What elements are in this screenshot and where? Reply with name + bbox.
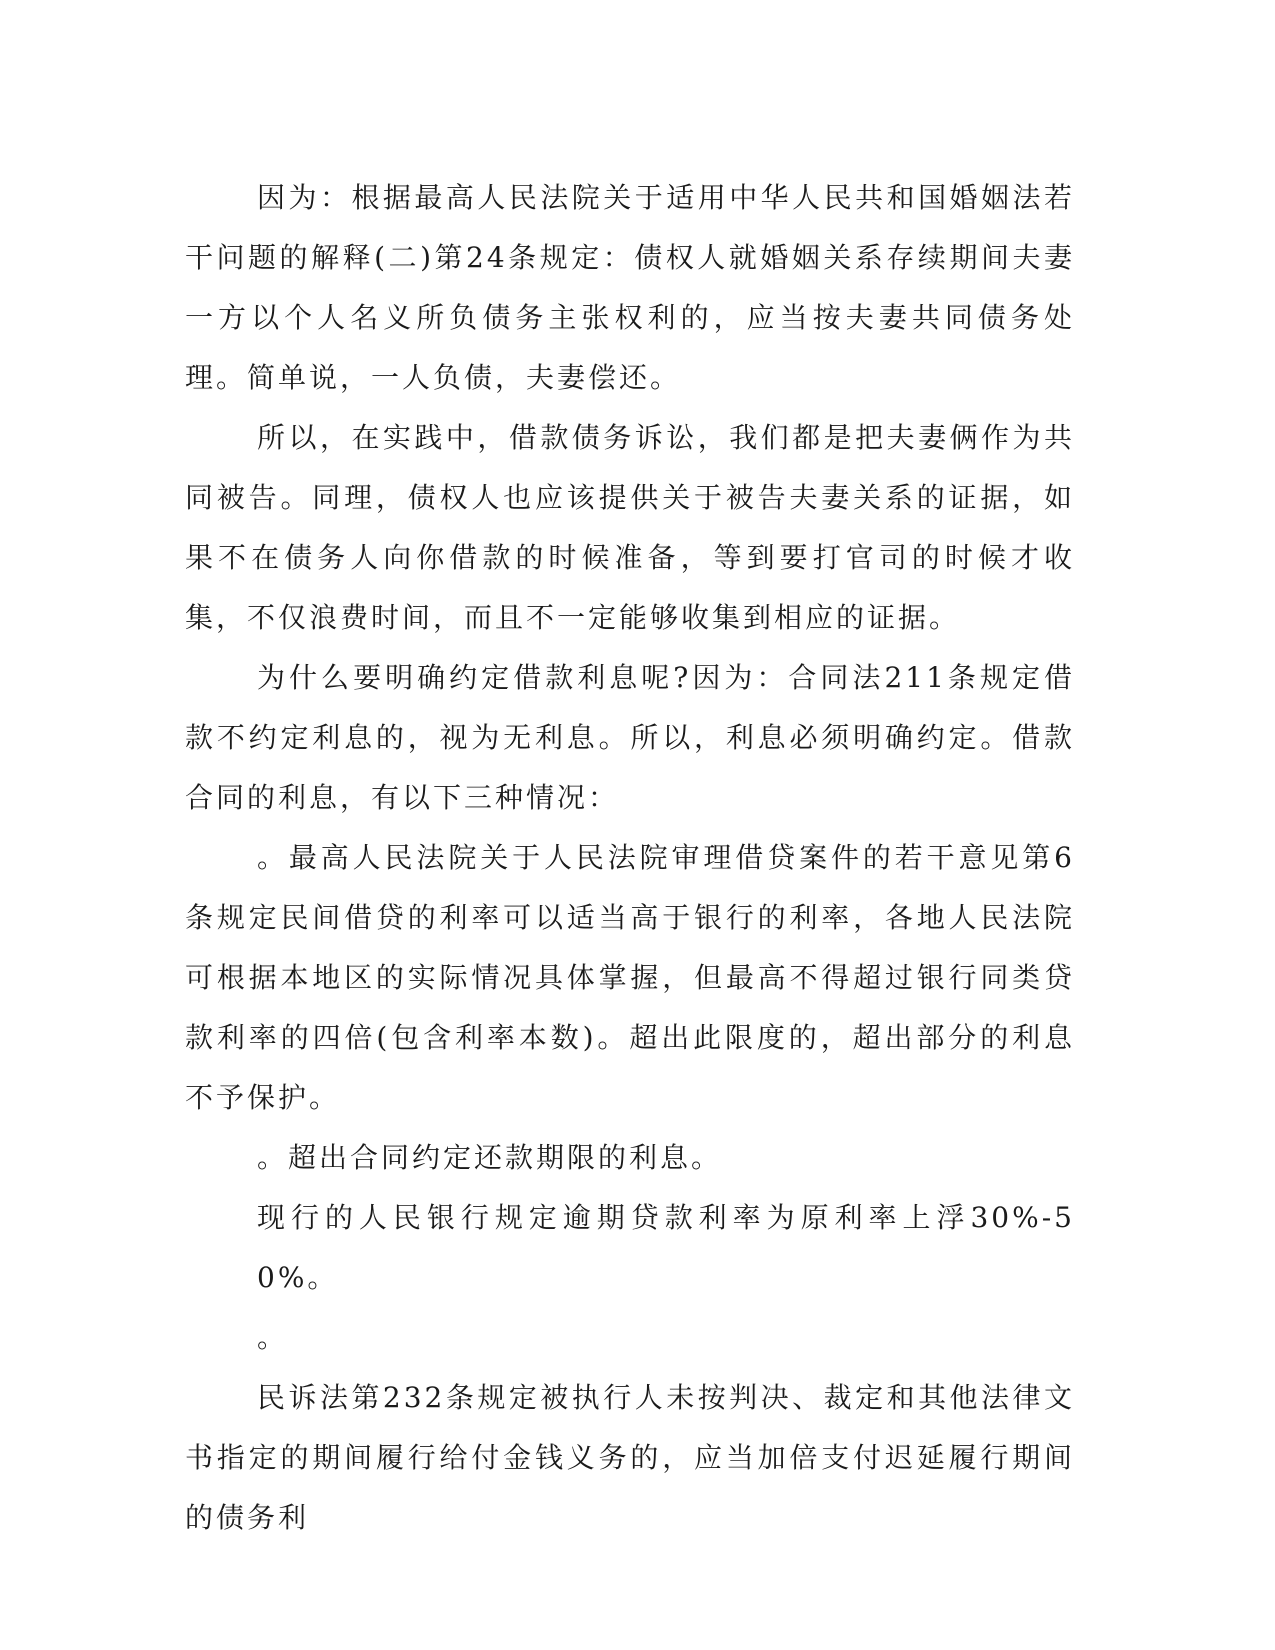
paragraph-joint-defendants: 所以，在实践中，借款债务诉讼，我们都是把夫妻俩作为共同被告。同理，债权人也应该提供关于被告夫妻关系的证据，如果不在债务人向你借款的时候准备，等到要打官司的时候才收集，不仅浪费时间，而且不一定能够收集到相应的证据。: [185, 421, 1075, 634]
paragraph-delay-performance: 民诉法第232条规定被执行人未按判决、裁定和其他法律文书指定的期间履行给付金钱义务的，应当加倍支付迟延履行期间的债务利: [185, 1381, 1075, 1534]
paragraph-interest-agreement: 为什么要明确约定借款利息呢?因为：合同法211条规定借款不约定利息的，视为无利息。所以，利息必须明确约定。借款合同的利息，有以下三种情况：: [185, 661, 1075, 814]
paragraph-empty-item: 。: [257, 1321, 289, 1354]
paragraph-spouse-debt: 因为：根据最高人民法院关于适用中华人民共和国婚姻法若干问题的解释(二)第24条规定：债权人就婚姻关系存续期间夫妻一方以个人名义所负债务主张权利的，应当按夫妻共同债务处理。简单说，一人负债，夫妻偿还。: [185, 181, 1075, 394]
paragraph-overdue-interest: 。超出合同约定还款期限的利息。: [257, 1141, 723, 1174]
paragraph-overdue-rate: 现行的人民银行规定逾期贷款利率为原利率上浮30%-50%。: [257, 1201, 1075, 1294]
paragraph-interest-cap: 。最高人民法院关于人民法院审理借贷案件的若干意见第6条规定民间借贷的利率可以适当高于银行的利率，各地人民法院可根据本地区的实际情况具体掌握，但最高不得超过银行同类贷款利率的四倍(包含利率本数)。超出此限度的，超出部分的利息不予保护。: [185, 841, 1075, 1114]
document-body: [185, 168, 1075, 1548]
